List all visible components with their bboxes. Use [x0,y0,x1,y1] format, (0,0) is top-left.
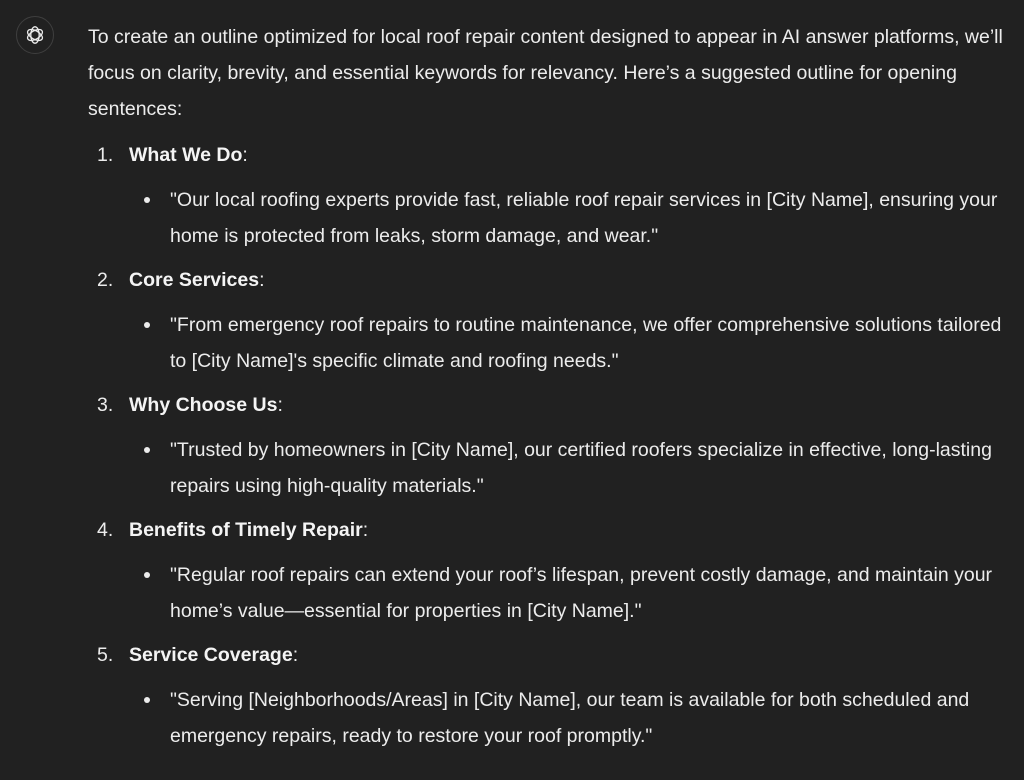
item-colon: : [259,269,265,291]
item-heading [129,387,1008,423]
item-title: Core Services [129,269,260,291]
item-quote: "Regular roof repairs can extend your roof’s lifespan, prevent costly damage, and maintain your home’s value—essential for properties in [City Name]." [129,557,1008,629]
assistant-message [88,19,1008,762]
item-heading [129,512,1008,548]
item-colon: : [292,644,299,666]
item-title: What We Do [129,144,243,166]
item-title: Why Choose Us [129,394,278,416]
item-quote-list [129,682,1008,754]
outline-item [88,637,1008,754]
item-number: 4. [97,519,114,541]
item-colon: : [277,394,283,416]
outline-item [88,262,1008,379]
item-quote-list [129,432,1008,504]
item-title: Service Coverage [129,644,293,666]
item-colon: : [362,519,369,541]
outline-item [88,512,1008,629]
item-quote-list [129,182,1008,254]
item-number: 2. [97,269,114,291]
message-intro: To create an outline optimized for local roof repair content designed to appear in AI answer platforms, we’ll focus on clarity, brevity, and essential keywords for relevancy. Here’s a suggested outline for opening sentences: [88,26,1003,120]
item-quote: "From emergency roof repairs to routine maintenance, we offer comprehensive solutions tailored to [City Name]'s specific climate and roofing needs." [129,307,1008,379]
item-colon: : [242,144,248,166]
outline-list [88,137,1008,754]
item-quote: "Serving [Neighborhoods/Areas] in [City Name], our team is available for both scheduled and emergency repairs, ready to restore your roof promptly." [129,682,1008,754]
outline-item [88,387,1008,504]
openai-logo-icon [23,23,47,47]
item-number: 5. [97,644,114,666]
outline-item [88,137,1008,254]
item-heading [129,262,1008,298]
item-quote-list [129,307,1008,379]
item-heading [129,137,1008,173]
assistant-avatar [16,16,54,54]
item-title: Benefits of Timely Repair [129,519,363,541]
item-quote: "Trusted by homeowners in [City Name], our certified roofers specialize in effective, long-lasting repairs using high-quality materials." [129,432,1008,504]
item-quote-list [129,557,1008,629]
item-number: 1. [97,144,114,166]
item-heading [129,637,1008,673]
item-quote: "Our local roofing experts provide fast, reliable roof repair services in [City Name], ensuring your home is protected from leaks, storm damage, and wear." [129,182,1008,254]
item-number: 3. [97,394,114,416]
